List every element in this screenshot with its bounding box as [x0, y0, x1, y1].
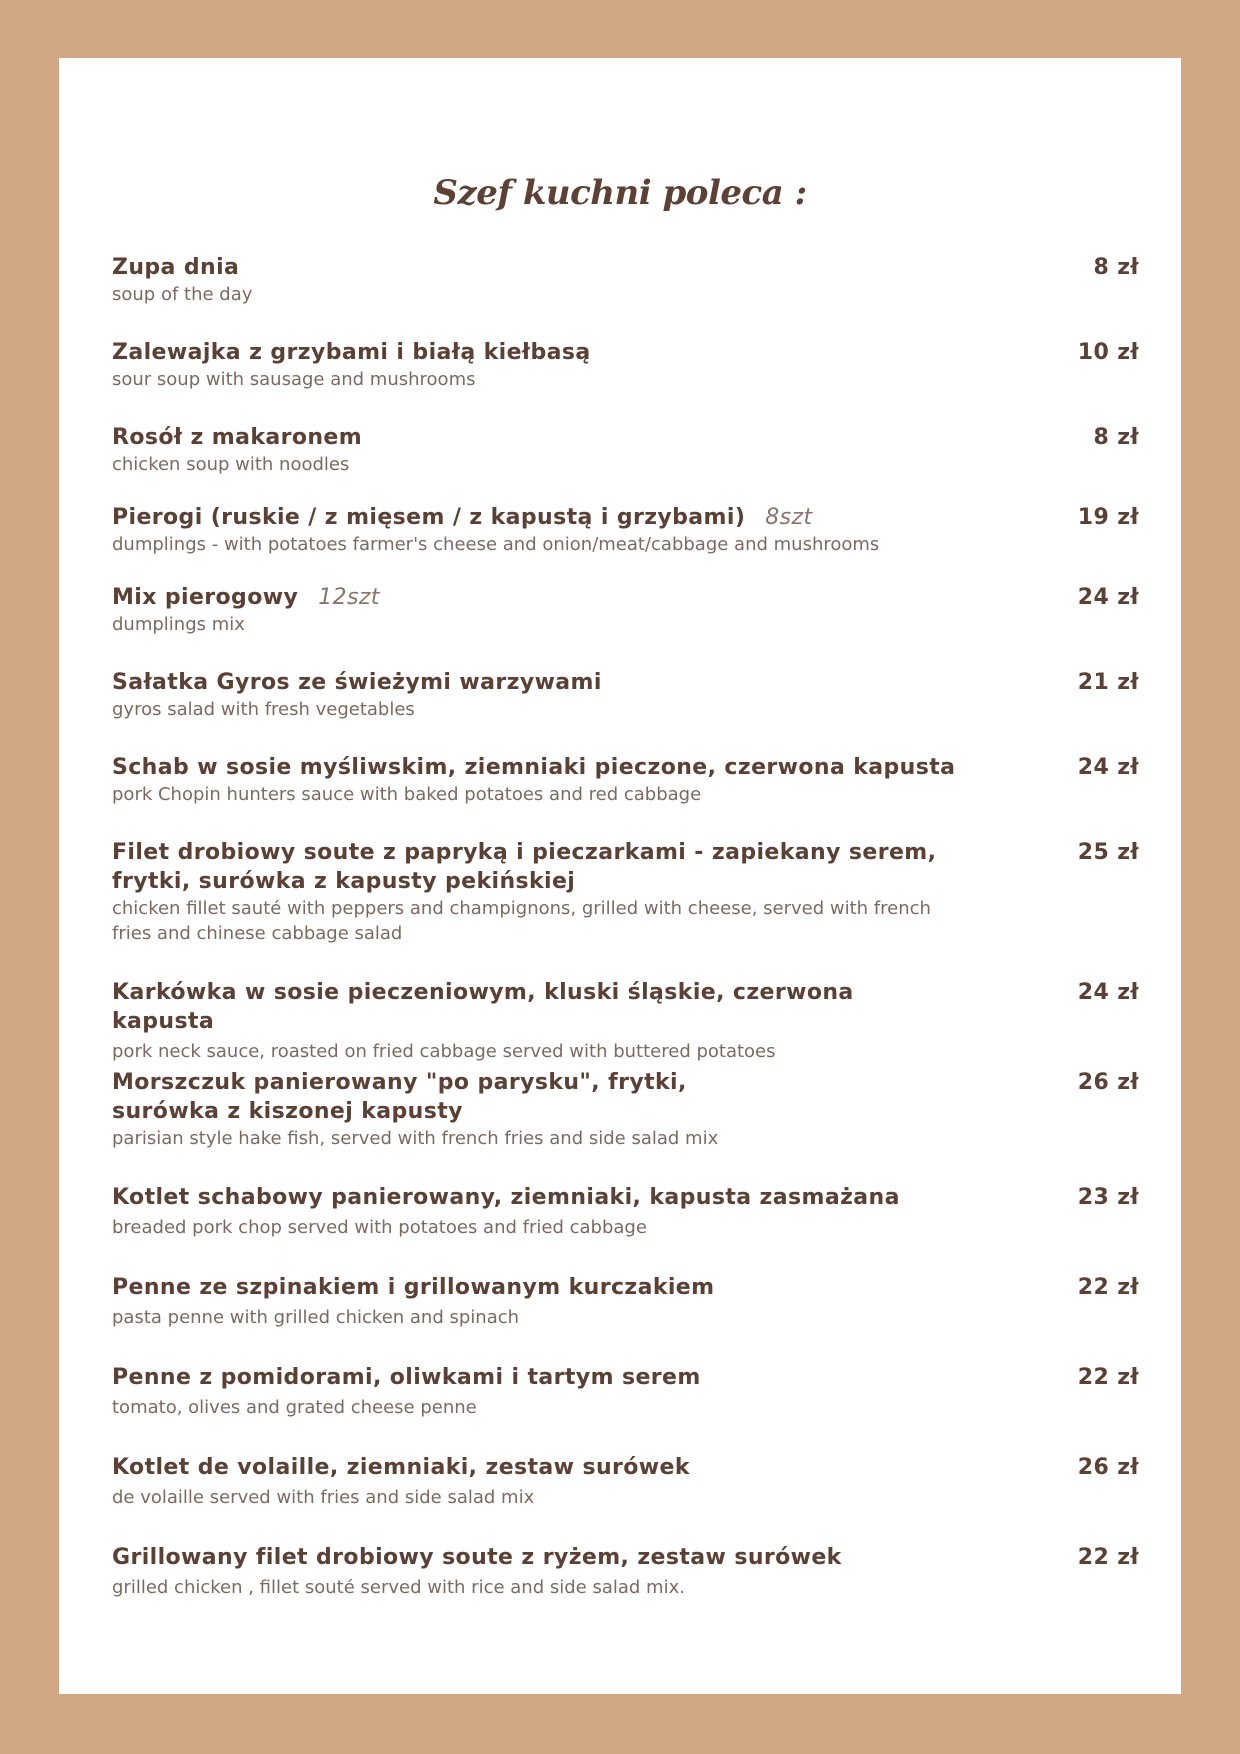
- dish-price: 22 zł: [1077, 1275, 1139, 1300]
- dish-description: parisian style hake fish, served with french fries and side salad mix: [112, 1128, 719, 1149]
- dish-name: Rosół z makaronem: [112, 425, 363, 450]
- dish-description: soup of the day: [112, 284, 253, 305]
- dish-description: pasta penne with grilled chicken and spinach: [112, 1307, 520, 1328]
- dish-quantity: 12szt: [318, 585, 380, 610]
- menu-item: [112, 1183, 1162, 1240]
- dish-price: 10 zł: [1077, 340, 1139, 365]
- menu-item: [112, 1068, 1162, 1151]
- dish-price: 22 zł: [1077, 1545, 1139, 1570]
- dish-price: 21 zł: [1077, 670, 1139, 695]
- dish-price: 24 zł: [1077, 755, 1139, 780]
- dish-description: breaded pork chop served with potatoes and fried cabbage: [112, 1217, 647, 1238]
- dish-name: Karkówka w sosie pieczeniowym, kluski śląskie, czerwona kapusta: [112, 980, 854, 1034]
- dish-description: grilled chicken , fillet souté served with rice and side salad mix.: [112, 1577, 685, 1598]
- dish-name: Grillowany filet drobiowy soute z ryżem, zestaw surówek: [112, 1545, 842, 1570]
- dish-name: Mix pierogowy: [112, 585, 299, 610]
- menu-item: [112, 1543, 1162, 1600]
- dish-name: Sałatka Gyros ze świeżymi warzywami: [112, 670, 602, 695]
- dish-name: Kotlet schabowy panierowany, ziemniaki, kapusta zasmażana: [112, 1185, 900, 1210]
- dish-price: 26 zł: [1077, 1455, 1139, 1480]
- menu-page: [59, 58, 1181, 1694]
- dish-description: chicken soup with noodles: [112, 454, 350, 475]
- menu-item: [112, 838, 1162, 946]
- dish-price: 24 zł: [1077, 585, 1139, 610]
- dish-price: 8 zł: [1093, 425, 1139, 450]
- dish-description: gyros salad with fresh vegetables: [112, 699, 415, 720]
- menu-item: [112, 423, 1162, 477]
- dish-name: Filet drobiowy soute z papryką i pieczarkami - zapiekany serem, frytki, surówka z kapusty pekińskiej: [112, 840, 937, 894]
- dish-description: tomato, olives and grated cheese penne: [112, 1397, 477, 1418]
- dish-description: dumplings mix: [112, 614, 245, 635]
- dish-description: pork Chopin hunters sauce with baked potatoes and red cabbage: [112, 784, 702, 805]
- dish-name: Kotlet de volaille, ziemniaki, zestaw surówek: [112, 1455, 690, 1480]
- dish-name: Zalewajka z grzybami i białą kiełbasą: [112, 340, 591, 365]
- menu-item: [112, 753, 1162, 807]
- menu-item: [112, 583, 1162, 637]
- dish-price: 26 zł: [1077, 1070, 1139, 1095]
- dish-name-line: [112, 503, 962, 532]
- dish-description: chicken fillet sauté with peppers and champignons, grilled with cheese, served with french fries and chinese cabbage salad: [112, 898, 931, 944]
- dish-name: Schab w sosie myśliwskim, ziemniaki pieczone, czerwona kapusta: [112, 755, 956, 780]
- dish-description: pork neck sauce, roasted on fried cabbage served with buttered potatoes: [112, 1041, 776, 1062]
- dish-price: 24 zł: [1077, 980, 1139, 1005]
- menu-item: [112, 253, 1162, 307]
- dish-price: 25 zł: [1077, 840, 1139, 865]
- menu-title: Szef kuchni poleca :: [433, 173, 807, 213]
- dish-name: Penne z pomidorami, oliwkami i tartym serem: [112, 1365, 701, 1390]
- dish-description: dumplings - with potatoes farmer's cheese and onion/meat/cabbage and mushrooms: [112, 534, 880, 555]
- dish-price: 19 zł: [1077, 505, 1139, 530]
- menu-item: [112, 1453, 1162, 1510]
- dish-description: de volaille served with fries and side salad mix: [112, 1487, 535, 1508]
- menu-item: [112, 978, 1162, 1064]
- dish-name: Penne ze szpinakiem i grillowanym kurczakiem: [112, 1275, 715, 1300]
- menu-item: [112, 668, 1162, 722]
- dish-name: Zupa dnia: [112, 255, 240, 280]
- dish-name-continued: surówka z kiszonej kapusty: [112, 1099, 463, 1124]
- menu-item: [112, 1363, 1162, 1420]
- menu-item: [112, 503, 1162, 557]
- dish-name-line: [112, 583, 962, 612]
- menu-item: [112, 338, 1162, 392]
- dish-price: 23 zł: [1077, 1185, 1139, 1210]
- dish-quantity: 8szt: [765, 505, 813, 530]
- dish-price: 22 zł: [1077, 1365, 1139, 1390]
- dish-name: Morszczuk panierowany "po parysku", frytki,: [112, 1070, 687, 1095]
- dish-description: sour soup with sausage and mushrooms: [112, 369, 476, 390]
- dish-price: 8 zł: [1093, 255, 1139, 280]
- dish-name: Pierogi (ruskie / z mięsem / z kapustą i grzybami): [112, 505, 746, 530]
- menu-item: [112, 1273, 1162, 1330]
